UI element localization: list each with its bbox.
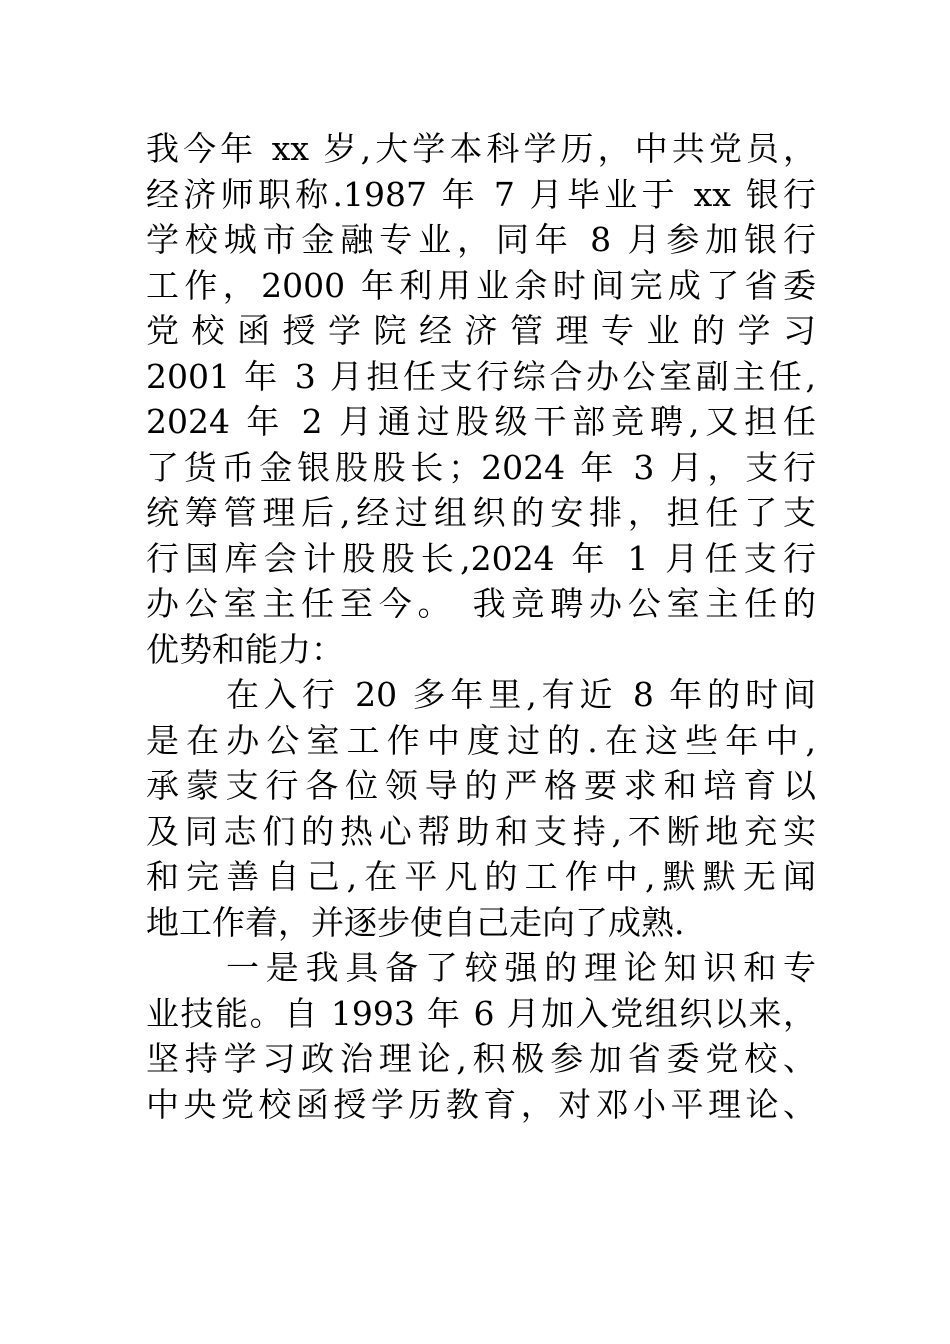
text-line: 统筹管理后,经过组织的安排，担任了支	[146, 493, 816, 532]
text-line: 工作，2000 年利用业余时间完成了省委	[146, 265, 816, 305]
text-line: 承蒙支行各位领导的严格要求和培育以	[146, 766, 816, 805]
paragraph-background	[146, 126, 816, 672]
text-line: 在入行 20 多年里,有近 8 年的时间	[226, 675, 816, 714]
text-line: 是在办公室工作中度过的.在这些年中,	[146, 720, 816, 760]
text-line: 优势和能力：	[146, 629, 344, 669]
text-line: 地工作着，并逐步使自己走向了成熟.	[146, 902, 685, 942]
text-line: 行国库会计股股长,2024 年 1 月任支行	[146, 538, 816, 578]
text-line: 我今年 xx 岁,大学本科学历，中共党员，	[146, 129, 816, 168]
document-body	[146, 126, 816, 1127]
text-line: 2024 年 2 月通过股级干部竞聘,又担任	[146, 402, 816, 441]
text-line: 中央党校函授学历教育，对邓小平理论、	[146, 1084, 816, 1124]
paragraph-theory-skills	[146, 945, 816, 1127]
text-line: 及同志们的热心帮助和支持,不断地充实	[146, 811, 816, 851]
text-line: 办公室主任至今。 我竞聘办公室主任的	[146, 584, 816, 623]
text-line: 一是我具备了较强的理论知识和专	[226, 948, 816, 987]
paragraph-experience	[146, 672, 816, 945]
text-line: 了货币金银股股长；2024 年 3 月，支行	[146, 447, 816, 487]
text-line: 坚持学习政治理论,积极参加省委党校、	[146, 1039, 816, 1078]
text-line: 党校函授学院经济管理专业的学习	[146, 311, 816, 350]
text-line: 2001 年 3 月担任支行综合办公室副主任,	[146, 356, 816, 396]
text-line: 学校城市金融专业，同年 8 月参加银行	[146, 220, 816, 259]
text-line: 和完善自己,在平凡的工作中,默默无闻	[146, 857, 816, 896]
text-line: 业技能。自 1993 年 6 月加入党组织以来，	[146, 993, 816, 1033]
text-line: 经济师职称.1987 年 7 月毕业于 xx 银行	[146, 174, 816, 214]
